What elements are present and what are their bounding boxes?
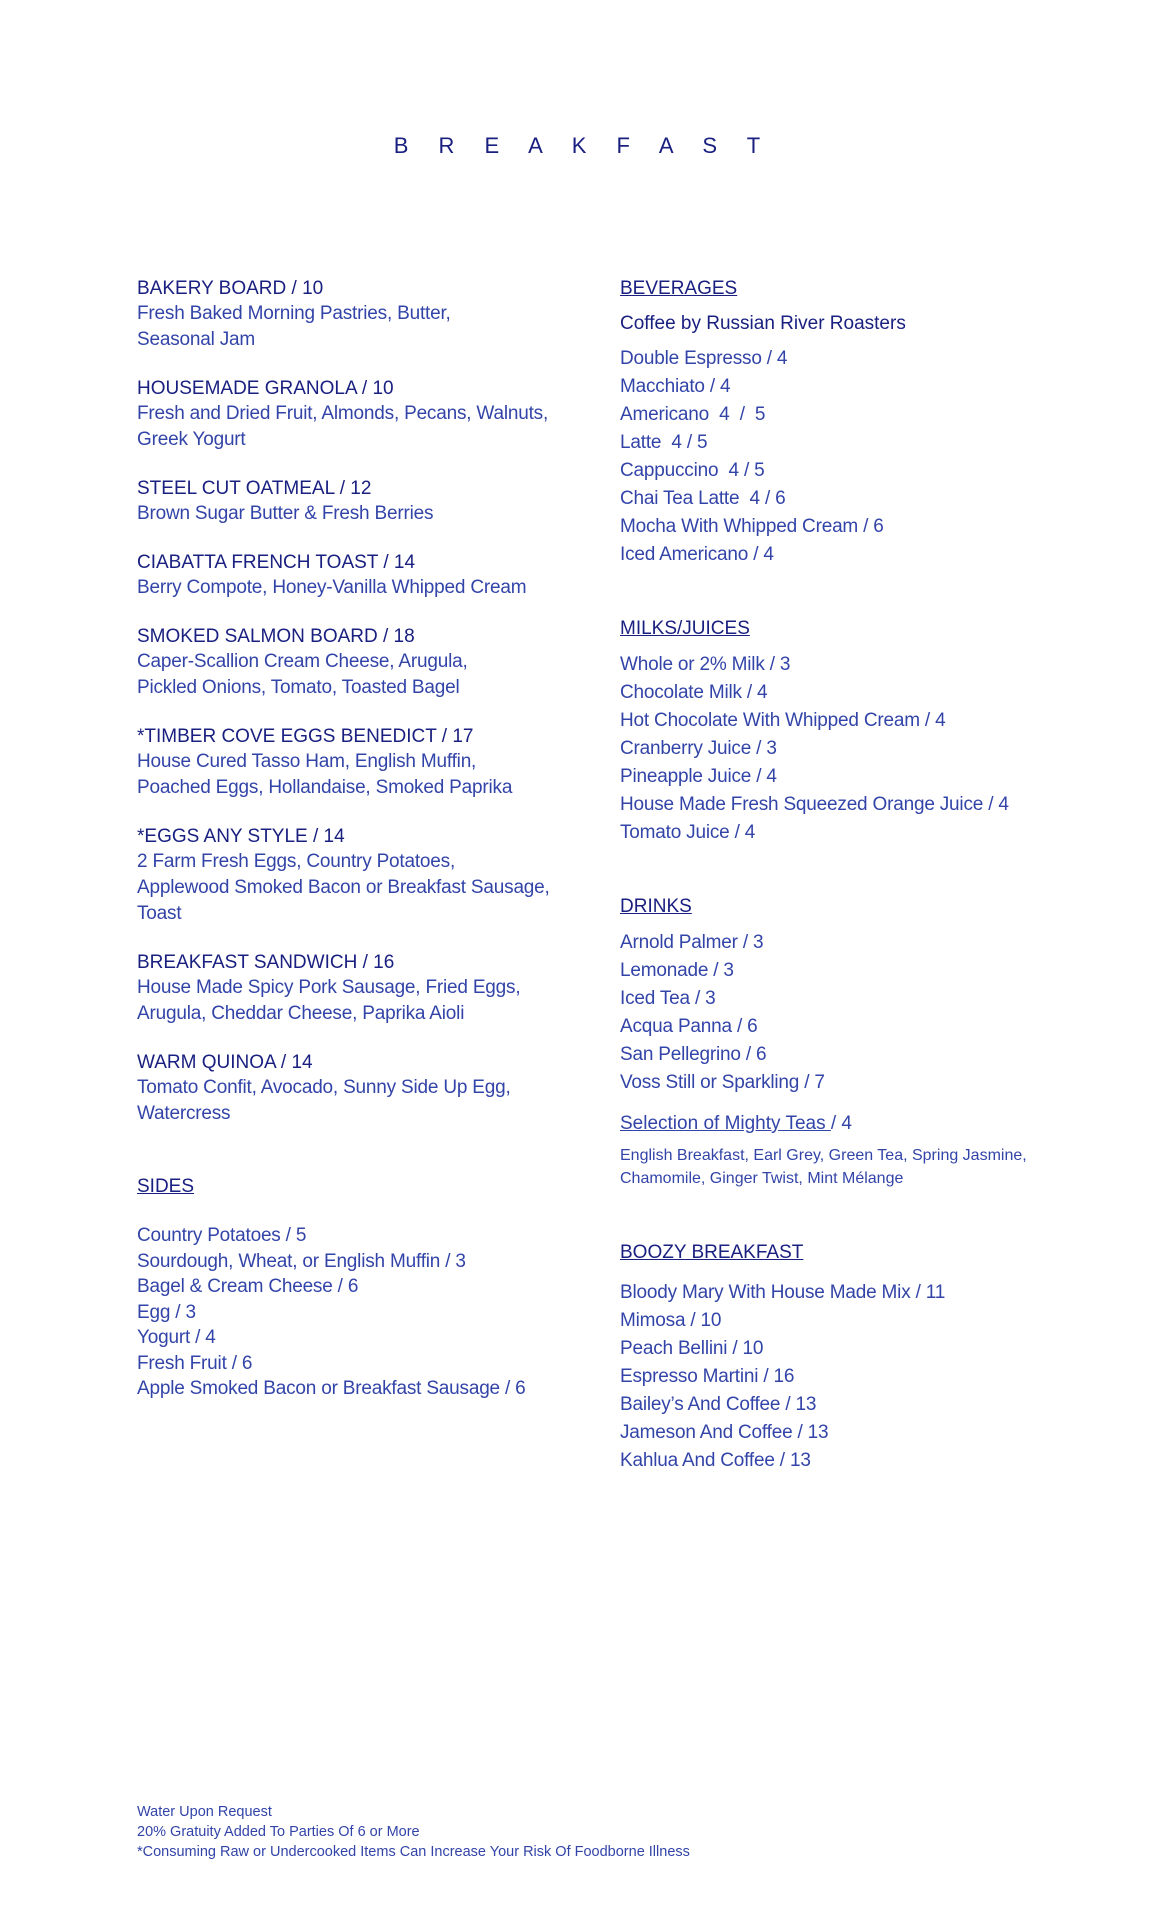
teas-desc-line: English Breakfast, Earl Grey, Green Tea, Spring Jasmine, bbox=[620, 1147, 1027, 1164]
list-item: Yogurt / 4 bbox=[137, 1327, 216, 1348]
menu-item-desc-line: House Made Spicy Pork Sausage, Fried Eggs, bbox=[137, 977, 521, 998]
sides-list bbox=[137, 1223, 577, 1402]
menu-item-desc-line: Tomato Confit, Avocado, Sunny Side Up Egg, bbox=[137, 1077, 511, 1098]
mighty-teas-price: / 4 bbox=[830, 1113, 852, 1134]
menu-item bbox=[137, 476, 577, 527]
list-item: San Pellegrino / 6 bbox=[620, 1044, 767, 1065]
drinks-section bbox=[620, 894, 1120, 1190]
list-item: Americano 4 / 5 bbox=[620, 404, 766, 425]
menu-item-desc-line: Pickled Onions, Tomato, Toasted Bagel bbox=[137, 677, 460, 698]
list-item: House Made Fresh Squeezed Orange Juice / 4 bbox=[620, 794, 1009, 815]
menu-item-desc-line: Arugula, Cheddar Cheese, Paprika Aioli bbox=[137, 1003, 465, 1024]
menu-item-desc-line: Berry Compote, Honey-Vanilla Whipped Cream bbox=[137, 577, 527, 598]
menu-item bbox=[137, 824, 577, 927]
menu-item-desc-line: 2 Farm Fresh Eggs, Country Potatoes, bbox=[137, 851, 456, 872]
list-item: Macchiato / 4 bbox=[620, 376, 731, 397]
mighty-teas-label: Selection of Mighty Teas bbox=[620, 1113, 831, 1134]
list-item: Iced Tea / 3 bbox=[620, 988, 716, 1009]
list-item: Lemonade / 3 bbox=[620, 960, 734, 981]
menu-item-desc-line: Seasonal Jam bbox=[137, 329, 256, 350]
list-item: Iced Americano / 4 bbox=[620, 544, 774, 565]
mighty-teas-line bbox=[620, 1111, 1120, 1136]
list-item: Chai Tea Latte 4 / 6 bbox=[620, 488, 786, 509]
beverages-section bbox=[620, 276, 1120, 569]
section-heading-drinks: DRINKS bbox=[620, 896, 692, 917]
menu-item-desc-line: Fresh Baked Morning Pastries, Butter, bbox=[137, 303, 451, 324]
list-item: Bailey’s And Coffee / 13 bbox=[620, 1394, 817, 1415]
list-item: Chocolate Milk / 4 bbox=[620, 682, 768, 703]
list-item: Hot Chocolate With Whipped Cream / 4 bbox=[620, 710, 946, 731]
menu-item-name: SMOKED SALMON BOARD / 18 bbox=[137, 626, 415, 647]
menu-item-desc-line: Fresh and Dried Fruit, Almonds, Pecans, Walnuts, bbox=[137, 403, 549, 424]
menu-item-desc-line: Brown Sugar Butter & Fresh Berries bbox=[137, 503, 434, 524]
list-item: Acqua Panna / 6 bbox=[620, 1016, 758, 1037]
menu-item-name: *TIMBER COVE EGGS BENEDICT / 17 bbox=[137, 726, 474, 747]
list-item: Bloody Mary With House Made Mix / 11 bbox=[620, 1282, 946, 1303]
menu-item-desc-line: Applewood Smoked Bacon or Breakfast Sausage, bbox=[137, 877, 550, 898]
list-item: Voss Still or Sparkling / 7 bbox=[620, 1072, 825, 1093]
sides-section bbox=[137, 1174, 577, 1402]
footer-note: 20% Gratuity Added To Parties Of 6 or More bbox=[137, 1824, 420, 1840]
menu-item-desc-line: Toast bbox=[137, 903, 182, 924]
list-item: Kahlua And Coffee / 13 bbox=[620, 1450, 811, 1471]
menu-item bbox=[137, 550, 577, 601]
list-item: Latte 4 / 5 bbox=[620, 432, 708, 453]
list-item: Mocha With Whipped Cream / 6 bbox=[620, 516, 884, 537]
menu-item bbox=[137, 950, 577, 1027]
menu-item-name: BAKERY BOARD / 10 bbox=[137, 278, 324, 299]
list-item: Pineapple Juice / 4 bbox=[620, 766, 777, 787]
menu-item-desc-line: Watercress bbox=[137, 1103, 231, 1124]
list-item: Sourdough, Wheat, or English Muffin / 3 bbox=[137, 1250, 466, 1272]
list-item: Cranberry Juice / 3 bbox=[620, 738, 777, 759]
menu-item-name: WARM QUINOA / 14 bbox=[137, 1052, 313, 1073]
menu-item bbox=[137, 276, 577, 353]
list-item: Fresh Fruit / 6 bbox=[137, 1352, 253, 1374]
list-item: Espresso Martini / 16 bbox=[620, 1366, 795, 1387]
list-item: Cappuccino 4 / 5 bbox=[620, 460, 765, 481]
menu-item-name: STEEL CUT OATMEAL / 12 bbox=[137, 478, 372, 499]
menu-item bbox=[137, 376, 577, 453]
menu-item-name: HOUSEMADE GRANOLA / 10 bbox=[137, 378, 394, 399]
boozy-breakfast-section bbox=[620, 1240, 1120, 1475]
footer-note: *Consuming Raw or Undercooked Items Can Increase Your Risk Of Foodborne Illness bbox=[137, 1844, 690, 1860]
page-title: B R E A K F A S T bbox=[393, 133, 773, 158]
mighty-teas-description bbox=[620, 1144, 1120, 1190]
list-item: Whole or 2% Milk / 3 bbox=[620, 654, 791, 675]
list-item: Mimosa / 10 bbox=[620, 1310, 722, 1331]
menu-item-desc-line: Poached Eggs, Hollandaise, Smoked Paprika bbox=[137, 777, 513, 798]
list-item: Bagel & Cream Cheese / 6 bbox=[137, 1276, 359, 1297]
list-item: Peach Bellini / 10 bbox=[620, 1338, 764, 1359]
footer-note: Water Upon Request bbox=[137, 1804, 272, 1820]
list-item: Apple Smoked Bacon or Breakfast Sausage / 6 bbox=[137, 1378, 526, 1399]
list-item: Country Potatoes / 5 bbox=[137, 1225, 307, 1246]
menu-item-desc-line: Caper-Scallion Cream Cheese, Arugula, bbox=[137, 651, 468, 672]
section-heading-beverages: BEVERAGES bbox=[620, 278, 738, 299]
menu-item-name: *EGGS ANY STYLE / 14 bbox=[137, 826, 345, 847]
breakfast-items-column bbox=[137, 276, 577, 1402]
teas-desc-line: Chamomile, Ginger Twist, Mint Mélange bbox=[620, 1170, 904, 1187]
list-item: Egg / 3 bbox=[137, 1301, 196, 1323]
list-item: Jameson And Coffee / 13 bbox=[620, 1422, 829, 1443]
menu-item bbox=[137, 1050, 577, 1127]
menu-item-desc-line: Greek Yogurt bbox=[137, 429, 246, 450]
menu-item-desc-line: House Cured Tasso Ham, English Muffin, bbox=[137, 751, 477, 772]
section-heading-milks-juices: MILKS/JUICES bbox=[620, 618, 750, 639]
menu-item-name: CIABATTA FRENCH TOAST / 14 bbox=[137, 552, 416, 573]
milks-juices-section bbox=[620, 616, 1120, 847]
section-heading-sides: SIDES bbox=[137, 1176, 195, 1197]
menu-item bbox=[137, 624, 577, 701]
list-item: Tomato Juice / 4 bbox=[620, 822, 756, 843]
footer-notes bbox=[137, 1802, 690, 1862]
section-heading-boozy-breakfast: BOOZY BREAKFAST bbox=[620, 1242, 804, 1263]
list-item: Double Espresso / 4 bbox=[620, 348, 788, 369]
coffee-roaster-subheading: Coffee by Russian River Roasters bbox=[620, 313, 906, 334]
menu-item bbox=[137, 724, 577, 801]
menu-item-name: BREAKFAST SANDWICH / 16 bbox=[137, 952, 395, 973]
list-item: Arnold Palmer / 3 bbox=[620, 932, 764, 953]
beverages-column bbox=[620, 276, 1120, 1475]
